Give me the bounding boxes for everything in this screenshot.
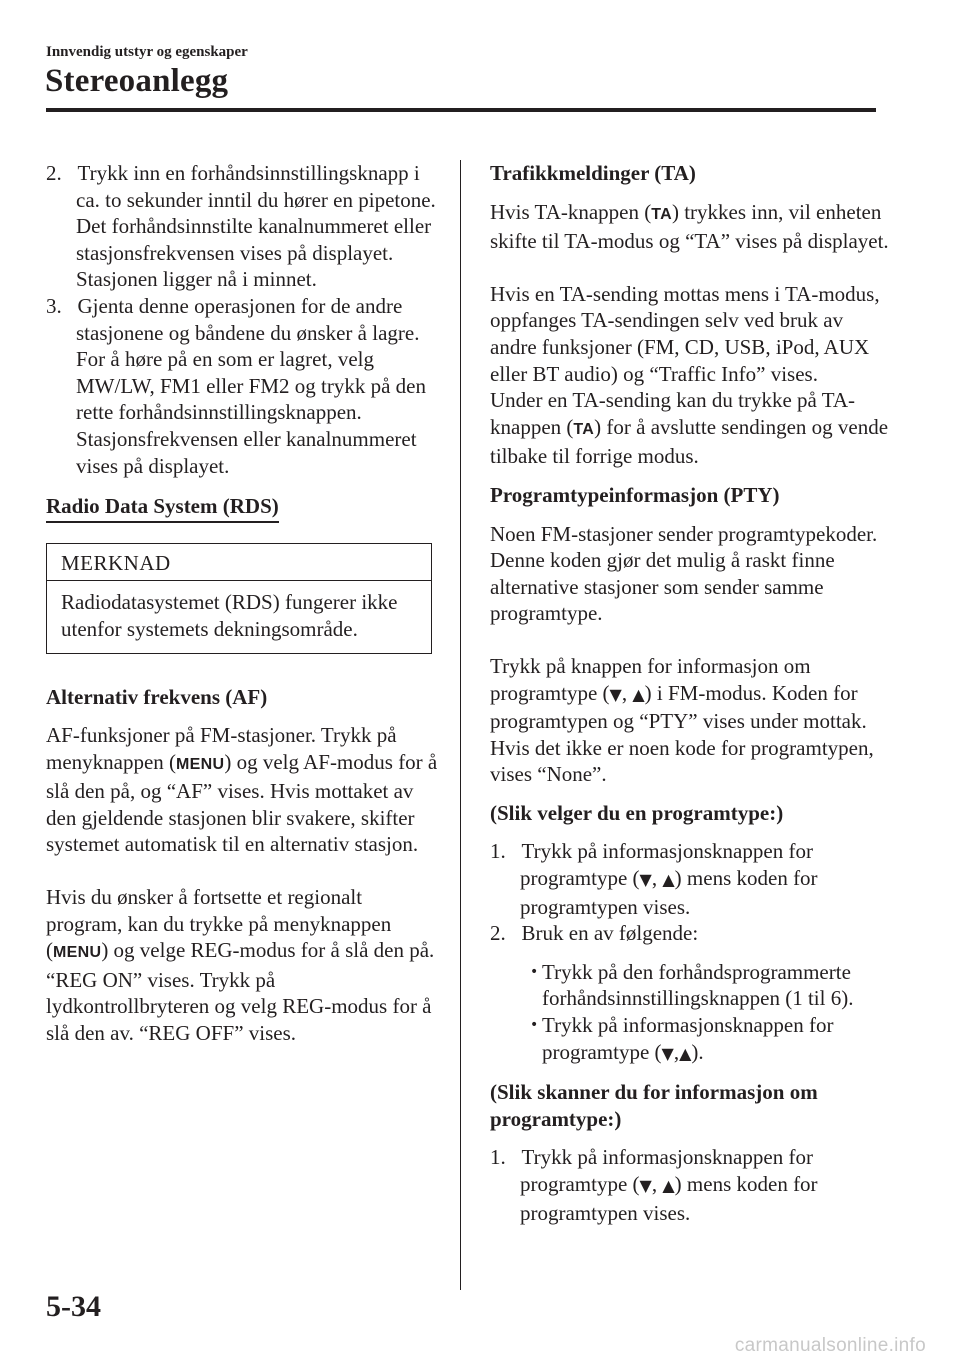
- numbered-step-3: [46, 293, 438, 479]
- note-text: Radiodatasystemet (RDS) fungerer ikke utenfor systemets dekningsområde.: [61, 590, 398, 641]
- step-number: 2.: [46, 161, 62, 185]
- select-step-1: 1. Trykk på informasjonsknappen for programtype (▼, ▲) mens koden for programtypen vises.: [490, 839, 818, 919]
- right-column: [490, 160, 890, 1226]
- header-rule: [46, 108, 876, 112]
- up-arrow-icon: ▲: [679, 1043, 692, 1063]
- up-arrow-icon: ▲: [662, 870, 675, 890]
- pty-heading: Programtypeinformasjon (PTY): [490, 482, 780, 507]
- ta-heading: Trafikkmeldinger (TA): [490, 161, 696, 185]
- left-column: [46, 160, 438, 1047]
- down-arrow-icon: ▼: [609, 684, 622, 704]
- page-number: 5-34: [46, 1290, 101, 1323]
- select-heading: (Slik velger du en programtype:): [490, 800, 784, 825]
- pty-paragraph-1: Noen FM-stasjoner sender programtypekoder. Denne koden gjør det mulig å raskt finne alternative stasjoner som sender samme programtype.: [490, 521, 878, 626]
- ta-paragraph-3: Under en TA-sending kan du trykke på TA-knappen (TA) for å avslutte sendingen og vende tilbake til forrige modus.: [490, 388, 889, 469]
- ta-button-icon: TA: [573, 420, 595, 438]
- af-heading: Alternativ frekvens (AF): [46, 684, 268, 709]
- note-title: MERKNAD: [47, 544, 431, 582]
- watermark: carmanualsonline.info: [734, 1335, 926, 1356]
- ta-button-icon: TA: [651, 205, 672, 223]
- pty-paragraph-2: Trykk på knappen for informasjon om programtype (▼, ▲) i FM-modus. Koden for programtypen og “PTY” vises under mottak. Hvis det ikke er noen kode for programtypen, vises “None”.: [490, 653, 874, 787]
- af-paragraph-1: AF-funksjoner på FM-stasjoner. Trykk på menyknappen (MENU) og velg AF-modus for å slå den på, og “AF” vises. Hvis mottaket av den gjeldende stasjonen blir svakere, skifter systemet automatisk til en alternativ stasjon.: [46, 723, 438, 857]
- select-step-2: 2. Bruk en av følgende:: [490, 921, 699, 946]
- bullet-item: • Trykk på informasjonsknappen for programtype (▼,▲).: [530, 1013, 834, 1064]
- down-arrow-icon: ▼: [639, 870, 652, 890]
- bullet-item: • Trykk på den forhåndsprogrammerte forhåndsinnstillingsknappen (1 til 6).: [530, 959, 854, 1011]
- up-arrow-icon: ▲: [662, 1176, 675, 1195]
- menu-button-icon: MENU: [53, 944, 102, 962]
- menu-button-icon: MENU: [176, 755, 225, 773]
- scan-step-1: 1. Trykk på informasjonsknappen for programtype (▼, ▲) mens koden for programtypen vises.: [490, 1145, 818, 1225]
- note-box: [46, 543, 432, 654]
- ta-paragraph-2: Hvis en TA-sending mottas mens i TA-modus, oppfanges TA-sendingen selv ved bruk av andre funksjoner (FM, CD, USB, iPod, AUX eller BT audio) og “Traffic Info” vises.: [490, 281, 880, 386]
- column-divider: [460, 160, 461, 1290]
- rds-heading: Radio Data System (RDS): [46, 493, 279, 523]
- step-number: 3.: [46, 293, 62, 318]
- ta-paragraph-1: Hvis TA-knappen (TA) trykkes inn, vil enheten skifte til TA-modus og “TA” vises på displayet.: [490, 199, 889, 254]
- step-text: Gjenta denne operasjonen for de andre stasjonene og båndene du ønsker å lagre. For å høre på en som er lagret, velg MW/LW, FM1 eller FM2 og trykk på den rette forhåndsinnstillingsknappen. Stasjonsfrekvensen eller kanalnummeret vises på displayet.: [76, 293, 426, 478]
- down-arrow-icon: ▼: [661, 1043, 674, 1063]
- step-text: Trykk inn en forhåndsinnstillingsknapp i ca. to sekunder inntil du hører en pipetone. Det forhåndsinnstilte kanalnummeret eller stasjonsfrekvensen vises på displayet. Stasjonen ligger nå i minnet.: [76, 161, 436, 292]
- down-arrow-icon: ▼: [639, 1176, 652, 1195]
- bullet-icon: •: [530, 1017, 539, 1034]
- chapter-title: Stereoanlegg: [45, 63, 229, 99]
- scan-heading: (Slik skanner du for informasjon om programtype:): [490, 1080, 818, 1131]
- numbered-step-2: [46, 160, 438, 293]
- section-label: Innvendig utstyr og egenskaper: [46, 44, 248, 60]
- up-arrow-icon: ▲: [632, 684, 645, 704]
- bullet-icon: •: [530, 963, 539, 980]
- af-paragraph-2: Hvis du ønsker å fortsette et regionalt program, kan du trykke på menyknappen (MENU) og velge REG-modus for å slå den på. “REG ON” vises. Trykk på lydkontrollbryteren og velg REG-modus for å slå den av. “REG OFF” vises.: [46, 885, 435, 1046]
